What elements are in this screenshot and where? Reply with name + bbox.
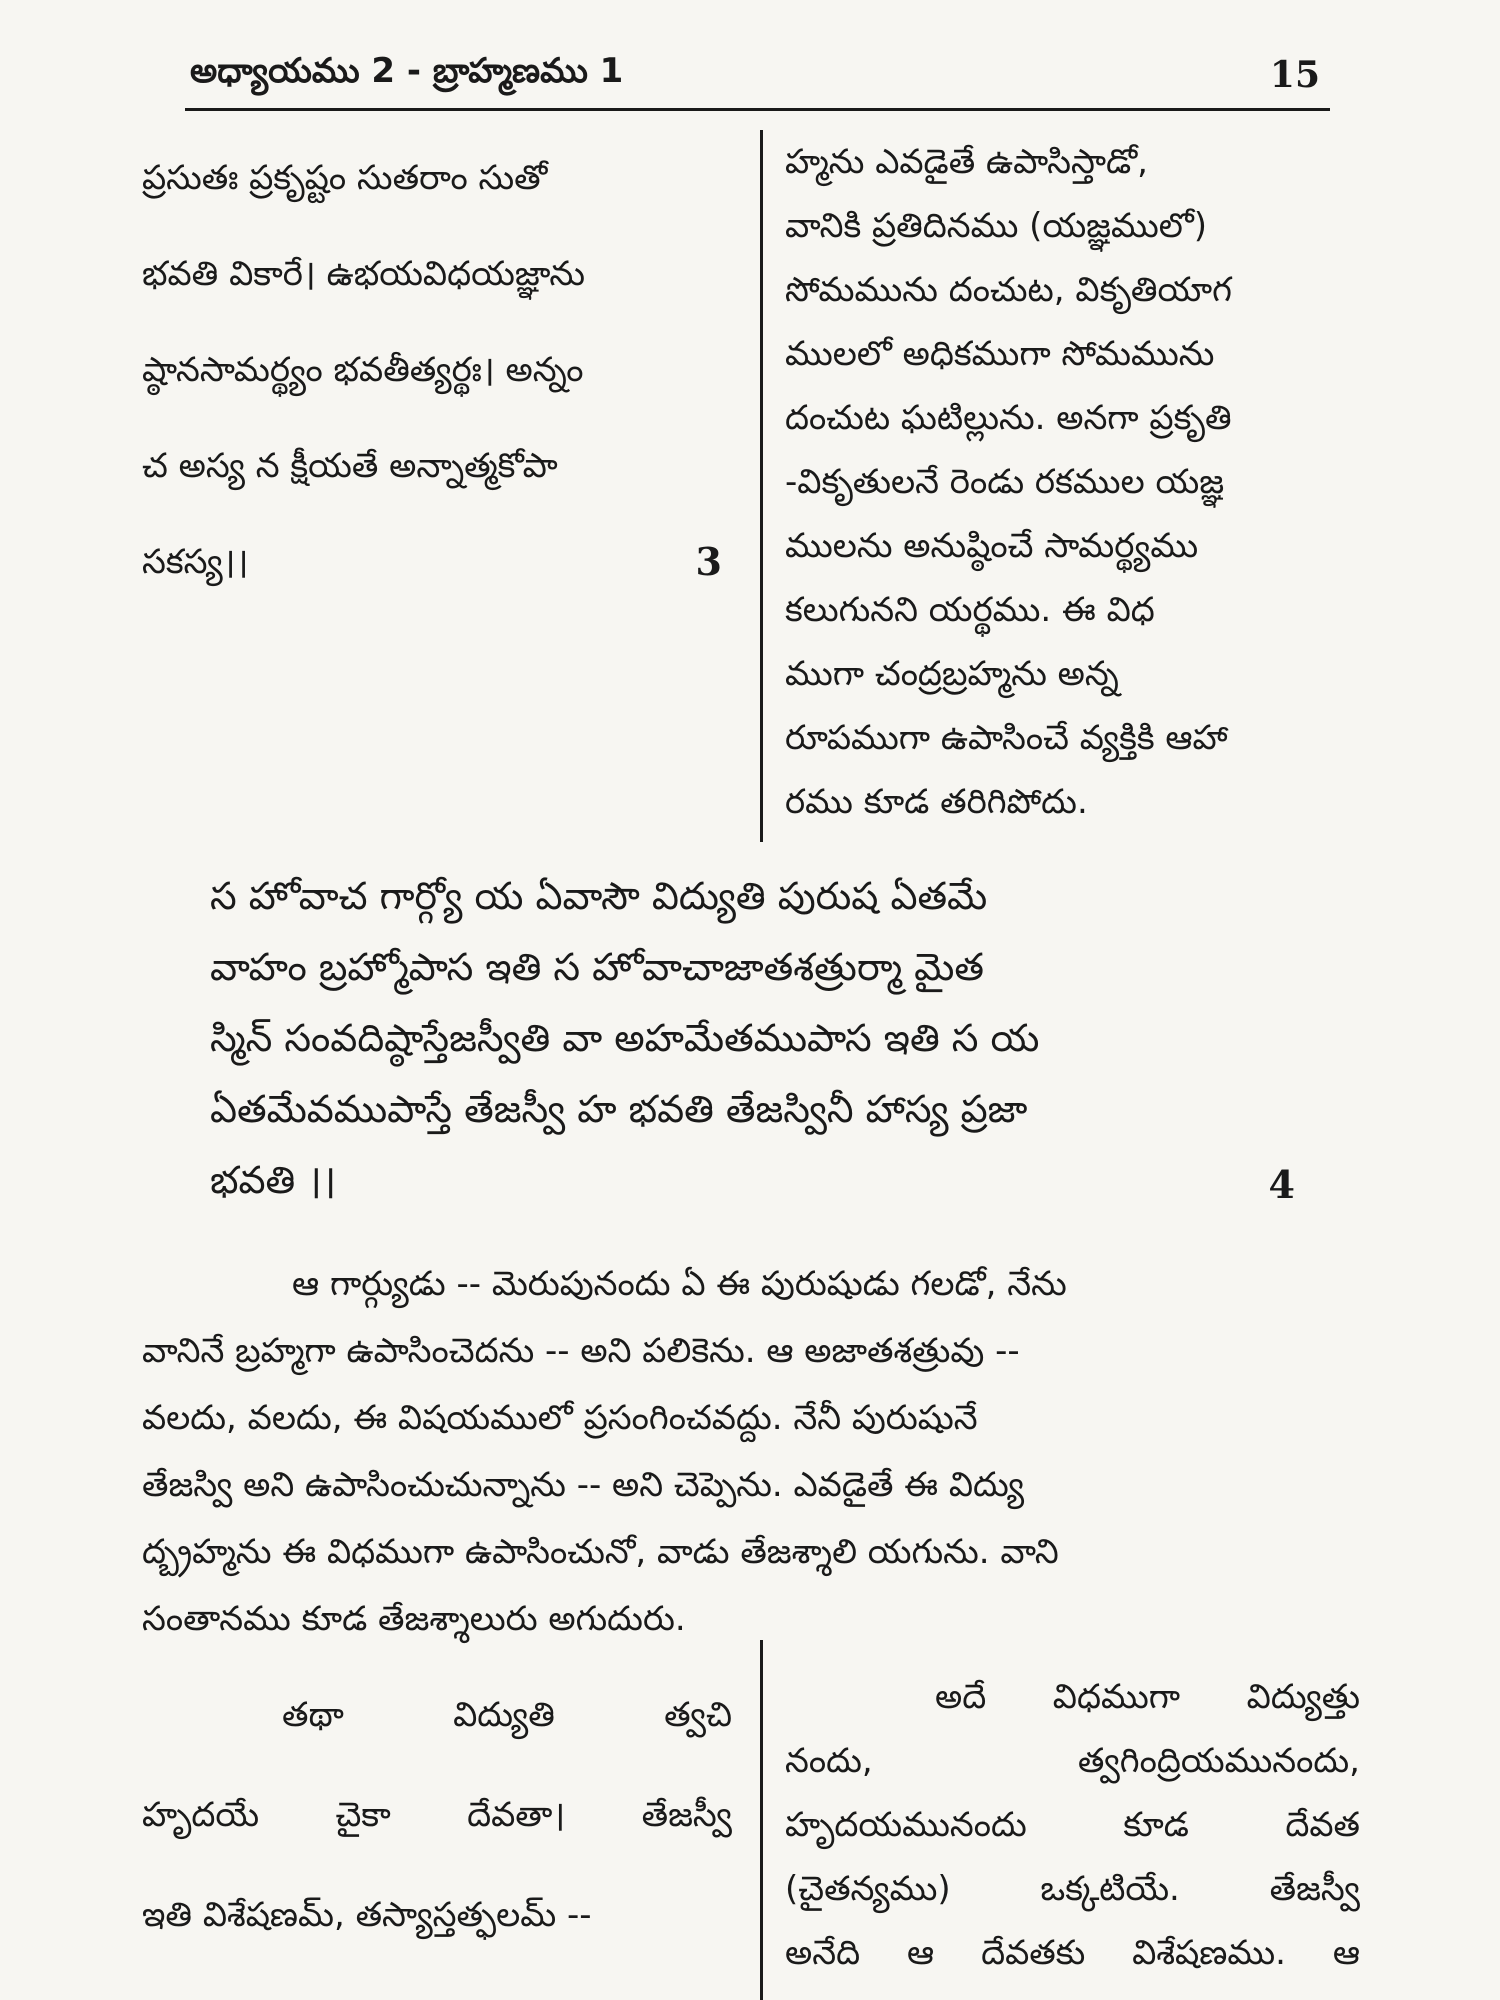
commentary-left-column [142, 130, 732, 610]
commentary-line: ష్ఠానసామర్థ్యం భవతీత్యర్థః। అన్నం [142, 350, 584, 390]
verse-last-line [210, 1149, 1295, 1220]
translation-line: హ్మను ఎవడైతే ఉపాసిస్తాడో, [785, 142, 1148, 182]
translation-line: రూపముగా ఉపాసించే వ్యక్తికి ఆహా [785, 718, 1228, 758]
running-header [190, 40, 1320, 110]
translation-line: రము కూడ తరిగిపోదు. [785, 782, 1088, 822]
translation-line: హృదయమునందు కూడ దేవత [785, 1805, 1360, 1845]
translation-right-column [785, 130, 1360, 834]
verse-line: స హోవాచ గార్గ్యో య ఏవాసౌ విద్యుతి పురుష ఏతమే [210, 873, 988, 918]
verse-line: భవతి ।। [210, 1157, 337, 1202]
commentary-line: సకస్య।। [142, 542, 249, 582]
chapter-title: అధ్యాయము 2 - బ్రాహ్మణము 1 [190, 51, 624, 91]
verse-number: 4 [1268, 1162, 1295, 1207]
commentary-left-column-2 [142, 1665, 732, 1965]
translation-line: కలుగునని యర్థము. ఈ విధ [785, 590, 1155, 630]
header-rule [185, 108, 1330, 111]
verse-line: ఏతమేవముపాస్తే తేజస్వీ హ భవతి తేజస్వినీ హాస్య ప్రజా [210, 1086, 1028, 1131]
translation-line: ముగా చంద్రబ్రహ్మను అన్న [785, 654, 1119, 694]
commentary-line: ఇతి విశేషణమ్, తస్యాస్తత్ఫలమ్ -- [142, 1895, 592, 1935]
commentary-last-line [142, 514, 732, 610]
translation-line: -వికృతులనే రెండు రకముల యజ్ఞ [785, 462, 1225, 502]
translation-line: వానికి ప్రతిదినము (యజ్ఞములో) [785, 206, 1208, 246]
prose-line: వానినే బ్రహ్మగా ఉపాసించెదను -- అని పలికెను. ఆ అజాతశత్రువు -- [142, 1330, 1020, 1371]
verse-line: స్మిన్ సంవదిష్ఠాస్తేజస్వీతి వా అహమేతముపాస ఇతి స య [210, 1015, 1040, 1060]
prose-line: తేజస్వి అని ఉపాసించుచున్నాను -- అని చెప్పెను. ఎవడైతే ఈ విద్యు [142, 1464, 1025, 1505]
page-number: 15 [1269, 54, 1320, 96]
commentary-line: ప్రసుతః ప్రకృష్టం సుతరాం సుతో [142, 158, 548, 198]
column-divider-2 [760, 1640, 763, 2000]
translation-right-column-2 [785, 1665, 1360, 1985]
commentary-line: భవతి వికారే। ఉభయవిధయజ్ఞాను [142, 254, 585, 294]
translation-line: (చైతన్యము) ఒక్కటియే. తేజస్వీ [785, 1869, 1360, 1909]
column-divider [760, 130, 763, 842]
commentary-line: చ అస్య న క్షీయతే అన్నాత్మకోపా [142, 446, 558, 486]
translation-line: దంచుట ఘటిల్లును. అనగా ప్రకృతి [785, 398, 1232, 438]
commentary-line: హృదయే చైకా దేవతా। తేజస్వీ [142, 1795, 732, 1835]
section-number: 3 [695, 539, 722, 584]
translation-line: సోమమును దంచుట, వికృతియాగ [785, 270, 1232, 310]
translation-line: ములలో అధికముగా సోమమును [785, 334, 1215, 374]
sanskrit-verse [210, 865, 1295, 1220]
translation-line: నందు, త్వగింద్రియమునందు, [785, 1741, 1360, 1781]
verse-line: వాహం బ్రహ్మోపాస ఇతి స హోవాచాజాతశత్రుర్మా మైత [210, 944, 984, 989]
prose-line: వలదు, వలదు, ఈ విషయములో ప్రసంగించవద్దు. నేనీ పురుషునే [142, 1397, 978, 1438]
translation-line: అదే విధముగా విద్యుత్తు [935, 1677, 1360, 1717]
prose-line: ఆ గార్గ్యుడు -- మెరుపునందు ఏ ఈ పురుషుడు గలడో, నేను [292, 1263, 1067, 1304]
prose-line: ద్బ్రహ్మను ఈ విధముగా ఉపాసించునో, వాడు తేజశ్శాలి యగును. వాని [142, 1531, 1059, 1572]
translation-line: అనేది ఆ దేవతకు విశేషణము. ఆ [785, 1933, 1360, 1973]
prose-translation [142, 1250, 1360, 1652]
commentary-line: తథా విద్యుతి త్వచి [282, 1695, 732, 1735]
prose-line: సంతానము కూడ తేజశ్శాలురు అగుదురు. [142, 1598, 686, 1639]
translation-line: ములను అనుష్ఠించే సామర్థ్యము [785, 526, 1199, 566]
